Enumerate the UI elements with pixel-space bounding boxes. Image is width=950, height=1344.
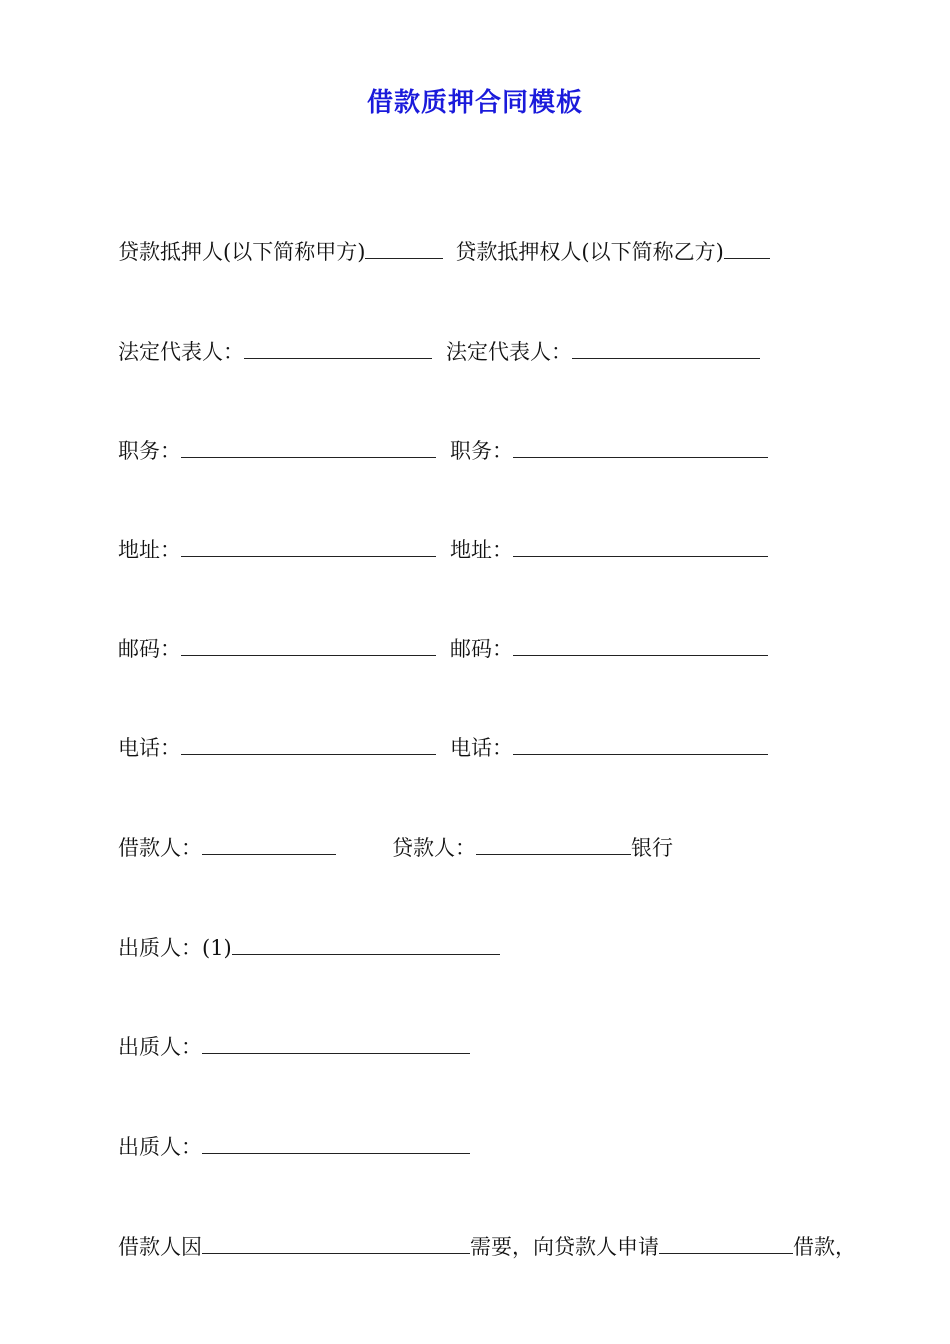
position-b-blank [513, 435, 768, 458]
position-b-label: 职务： [450, 439, 513, 463]
pledger-1-label: 出质人： [118, 936, 202, 960]
position-a-blank [181, 435, 436, 458]
party-a-blank [365, 236, 443, 259]
pledger-2-line [118, 1031, 470, 1061]
pledger-2-blank [202, 1031, 470, 1054]
pledger-1-blank [232, 932, 500, 955]
parties-line [118, 236, 770, 266]
pledger-2-label: 出质人： [118, 1035, 202, 1059]
legal-rep-a-label: 法定代表人： [118, 340, 244, 364]
postcode-line [118, 633, 768, 663]
application-part1: 借款人因 [118, 1235, 202, 1259]
address-b-label: 地址： [450, 538, 513, 562]
party-b-blank [724, 236, 770, 259]
pledger-3-line [118, 1131, 470, 1161]
lender-blank [476, 832, 631, 855]
party-b-label: 贷款抵押权人(以下简称乙方) [455, 240, 724, 264]
position-a-label: 职务： [118, 439, 181, 463]
application-part2: 需要，向贷款人申请 [470, 1235, 659, 1259]
purpose-blank [202, 1231, 470, 1254]
document-title: 借款质押合同模板 [366, 88, 583, 118]
lender-label: 贷款人： [392, 836, 476, 860]
postcode-b-blank [513, 633, 768, 656]
postcode-a-label: 邮码： [118, 637, 181, 661]
address-a-blank [181, 534, 436, 557]
loan-amount-blank [659, 1231, 793, 1254]
legal-rep-b-blank [572, 336, 760, 359]
phone-b-blank [513, 732, 768, 755]
address-line [118, 534, 768, 564]
application-part3: 借款， [793, 1235, 856, 1259]
phone-b-label: 电话： [450, 736, 513, 760]
pledger-1-line [118, 932, 500, 962]
borrower-label: 借款人： [118, 836, 202, 860]
address-a-label: 地址： [118, 538, 181, 562]
legal-rep-line [118, 336, 760, 366]
party-a-label: 贷款抵押人(以下简称甲方) [118, 240, 366, 264]
legal-rep-b-label: 法定代表人： [446, 340, 572, 364]
postcode-b-label: 邮码： [450, 637, 513, 661]
borrower-blank [202, 832, 336, 855]
borrower-lender-line [118, 832, 673, 862]
bank-label: 银行 [631, 836, 673, 860]
postcode-a-blank [181, 633, 436, 656]
pledger-1-index: (1) [202, 936, 232, 960]
legal-rep-a-blank [244, 336, 432, 359]
application-line [118, 1231, 856, 1261]
pledger-3-label: 出质人： [118, 1135, 202, 1159]
phone-a-label: 电话： [118, 736, 181, 760]
pledger-3-blank [202, 1131, 470, 1154]
phone-line [118, 732, 768, 762]
address-b-blank [513, 534, 768, 557]
position-line [118, 435, 768, 465]
phone-a-blank [181, 732, 436, 755]
